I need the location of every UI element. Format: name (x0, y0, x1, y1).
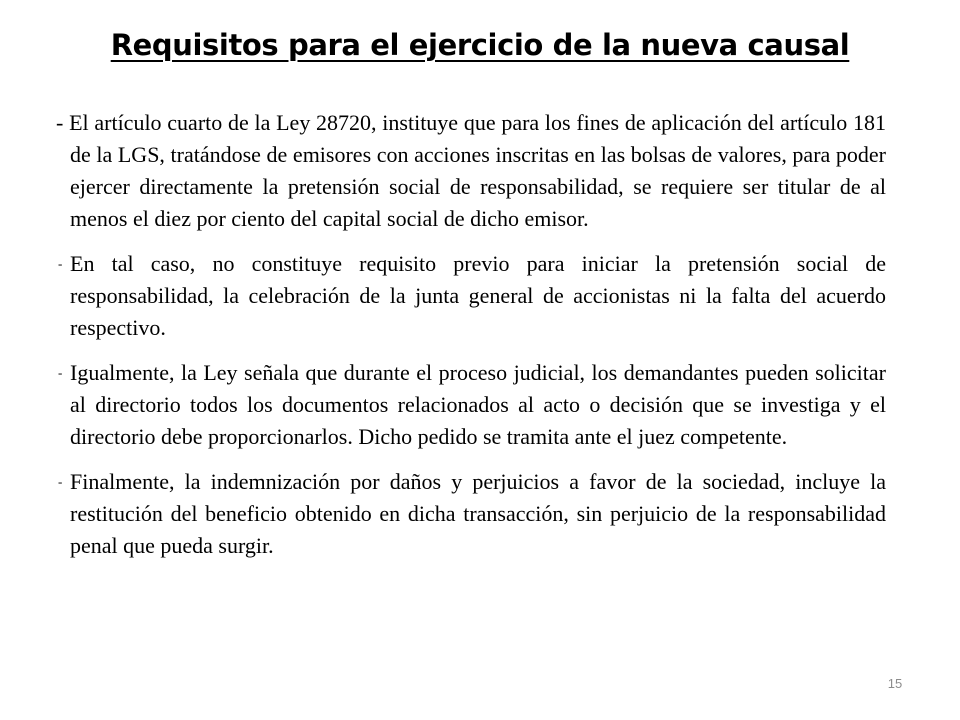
bullet-text (56, 107, 887, 235)
bullet-body: El artículo cuarto de la Ley 28720, instituye que para los fines de aplicación del artículo 181 de la LGS, tratándose de emisores con acciones inscritas en las bolsas de valores, para poder ejercer directamente la pretensión social de responsabilidad, se requiere ser titular de al menos el diez por ciento del capital social de dicho emisor. (69, 110, 887, 231)
slide-title: Requisitos para el ejercicio de la nueva causal (110, 28, 850, 62)
bullet-marker: - (58, 474, 63, 489)
bullet-item (56, 248, 886, 344)
bullet-marker: - (58, 256, 63, 271)
bullet-marker: - (58, 365, 63, 380)
bullet-text: Igualmente, la Ley señala que durante el proceso judicial, los demandantes pueden solicitar al directorio todos los documentos relacionados al acto o decisión que se investiga y el directorio debe proporcionarlos. Dicho pedido se tramita ante el juez competente. (70, 360, 886, 449)
bullet-item (56, 107, 886, 235)
bullet-text: Finalmente, la indemnización por daños y perjuicios a favor de la sociedad, incluye la restitución del beneficio obtenido en dicha transacción, sin perjuicio de la responsabilidad penal que pueda surgir. (70, 469, 886, 558)
bullet-item (56, 357, 886, 453)
bullet-list (56, 107, 886, 575)
bullet-text: En tal caso, no constituye requisito previo para iniciar la pretensión social de responsabilidad, la celebración de la junta general de accionistas ni la falta del acuerdo respectivo. (70, 251, 886, 340)
page-number: 15 (887, 676, 903, 691)
bullet-marker: - (56, 110, 64, 135)
bullet-item (56, 466, 886, 562)
